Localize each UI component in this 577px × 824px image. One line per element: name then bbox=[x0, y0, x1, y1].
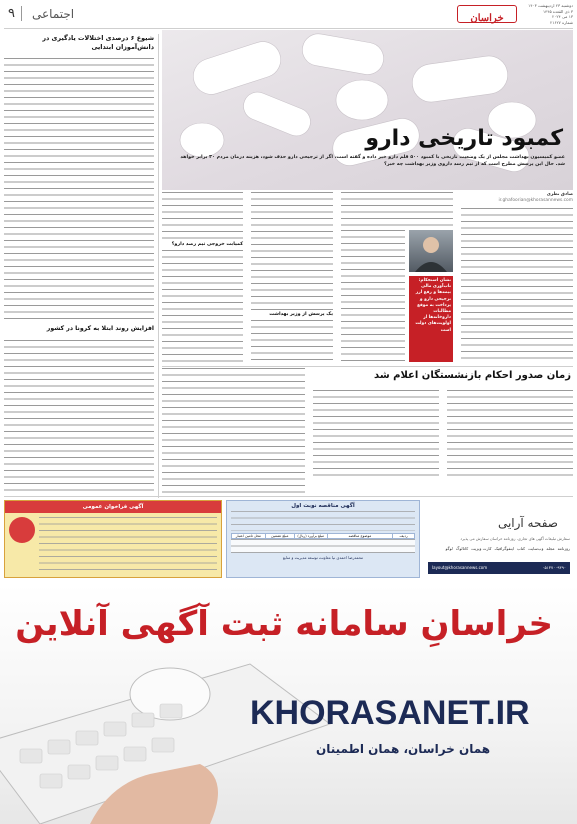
layout-ad[interactable] bbox=[424, 500, 574, 578]
service-item: مجله bbox=[546, 546, 555, 551]
header-divider bbox=[4, 28, 573, 29]
author-name: صادق نظری bbox=[546, 192, 573, 197]
layout-ad-phone: ۰۵۱۳۷۰۰۹۳۹۰ bbox=[542, 565, 566, 570]
person-icon bbox=[409, 230, 453, 272]
sidebar-headline-2: افزایش روند ابتلا به کرونا در کشور bbox=[46, 325, 154, 332]
author-email: ir.ghafoorian@khorasannews.com bbox=[498, 198, 573, 203]
service-item: روزنامه bbox=[557, 546, 570, 551]
section-title: اجتماعی bbox=[32, 7, 75, 21]
story-2-col-2 bbox=[313, 390, 439, 476]
subhead-team: کمیابت خروجی تیم رصد دارو؟ bbox=[171, 242, 243, 247]
call-ad-title-bar bbox=[5, 501, 221, 513]
tender-ad[interactable] bbox=[226, 500, 420, 578]
main-text-col-1 bbox=[461, 208, 573, 362]
subhead-vazir: یک پرسش از وزیر بهداشت bbox=[269, 312, 333, 317]
author-byline bbox=[461, 192, 573, 204]
logo-text: خراسان bbox=[470, 13, 504, 24]
story-2-col-1 bbox=[447, 390, 573, 476]
issue-number: شماره ۲۱۶۲۷ bbox=[550, 19, 573, 25]
main-text-col-2 bbox=[341, 192, 453, 226]
hero-title: کمبود تاریخی دارو bbox=[365, 126, 563, 151]
tender-col-header: محل تامین اعتبار bbox=[235, 534, 261, 538]
banner-slogan: همان خراسان، همان اطمینان bbox=[316, 742, 491, 756]
date-gregorian-persian: دوشنبه ۲۳ اردیبهشت ۱۴۰۳ bbox=[528, 3, 573, 8]
tender-ad-title: آگهی مناقصه نوبت اول bbox=[291, 503, 355, 509]
call-ad[interactable] bbox=[4, 500, 222, 578]
tender-col-header: ردیف bbox=[392, 534, 414, 538]
hero-lead: عضو کمیسیون بهداشت مجلس از یک وضعیت تاریخی با کمبود ۵۰۰ قلم دارو خبر داده و گفته است، اگر از ترجیحی دارو حذف شود، هزینه درمان مردم ۳۰ برابر خواهد شد. حال این پرسش مطرح است که از تیم رسد داروی وزیر بهداشت چه خبر؟ bbox=[180, 155, 565, 167]
layout-ad-title: صفحه آرایی bbox=[497, 516, 558, 530]
service-item: وب‌سایت bbox=[528, 546, 544, 551]
story-2-title: زمان صدور احکام بازنشستگان اعلام شد bbox=[374, 370, 571, 381]
ads-divider bbox=[4, 496, 573, 497]
tender-col-header: مبلغ برآورد (ریال) bbox=[294, 534, 327, 538]
tender-ad-intro bbox=[231, 511, 415, 531]
hero-image bbox=[162, 30, 573, 190]
date-block bbox=[521, 3, 573, 25]
sidebar-divider bbox=[158, 34, 159, 498]
date-hijri: ۳ ذی القعده ۱۴۴۵ bbox=[543, 8, 573, 14]
author-photo bbox=[409, 230, 453, 272]
page-number: ۹ bbox=[8, 6, 22, 21]
call-ad-logo bbox=[9, 517, 35, 543]
layout-ad-subtitle: سفارش تبلیغات آگهی های تجاری، روزنامه خراسان سفارش می پذیرد bbox=[460, 536, 570, 541]
tender-col-header: مبلغ تضمین bbox=[265, 534, 294, 538]
main-text-col-4 bbox=[162, 192, 243, 240]
pull-quote bbox=[409, 276, 453, 362]
logo bbox=[457, 5, 517, 23]
section-label bbox=[32, 7, 74, 21]
sidebar-headline-1: شیوع ۶ درصدی اختلالات یادگیری در دانش‌آموزان ابتدایی bbox=[42, 34, 154, 51]
banner-title: خراسانِ سامانه ثبت آگهی آنلاین bbox=[15, 604, 553, 644]
sidebar-article-1-text bbox=[4, 58, 154, 320]
main-article bbox=[162, 192, 573, 365]
khorasanet-banner[interactable] bbox=[0, 584, 577, 824]
main-text-col-4b bbox=[162, 250, 243, 362]
main-text-col-3 bbox=[251, 192, 333, 310]
sidebar-article-2-text bbox=[4, 340, 154, 496]
tender-table-body bbox=[231, 539, 415, 553]
service-item: اینفوگرافیک bbox=[494, 546, 514, 551]
date-gregorian: ۱۳ می ۲۰۲۴ bbox=[552, 14, 573, 19]
service-item: لوگو bbox=[445, 546, 453, 551]
tender-ad-footer: محمدرضا احمدی نیا معاونت توسعه مدیریت و منابع bbox=[282, 555, 364, 560]
call-ad-title: آگهی فراخوان عمومی bbox=[82, 504, 144, 510]
service-item: کارت ویزیت bbox=[471, 546, 492, 551]
layout-ad-email: layout@khorasannews.com bbox=[432, 565, 488, 570]
main-text-col-3b bbox=[251, 320, 333, 362]
page-header bbox=[0, 0, 577, 30]
layout-ad-services bbox=[428, 546, 570, 551]
layout-ad-contact bbox=[428, 562, 570, 574]
sidebar bbox=[4, 34, 154, 498]
main-divider bbox=[162, 366, 573, 367]
service-item: کتاب bbox=[516, 546, 526, 551]
story-2-col-3 bbox=[162, 368, 305, 496]
story-2 bbox=[162, 368, 573, 498]
call-ad-text bbox=[39, 517, 217, 575]
main-text-col-2b bbox=[341, 230, 405, 362]
tender-col-header: موضوع مناقصه bbox=[327, 534, 393, 538]
pull-quote-text: نشان استحکام: تاب‌آوری مالی بیمه‌ها و رفع ارز ترجیحی دارو و پرداخت به موقع مطالبات داروخانه‌ها از اولویت‌های دولت است bbox=[415, 278, 451, 333]
service-item: کاتالوگ bbox=[455, 546, 469, 551]
banner-url[interactable]: KHORASANET.IR bbox=[250, 694, 530, 732]
